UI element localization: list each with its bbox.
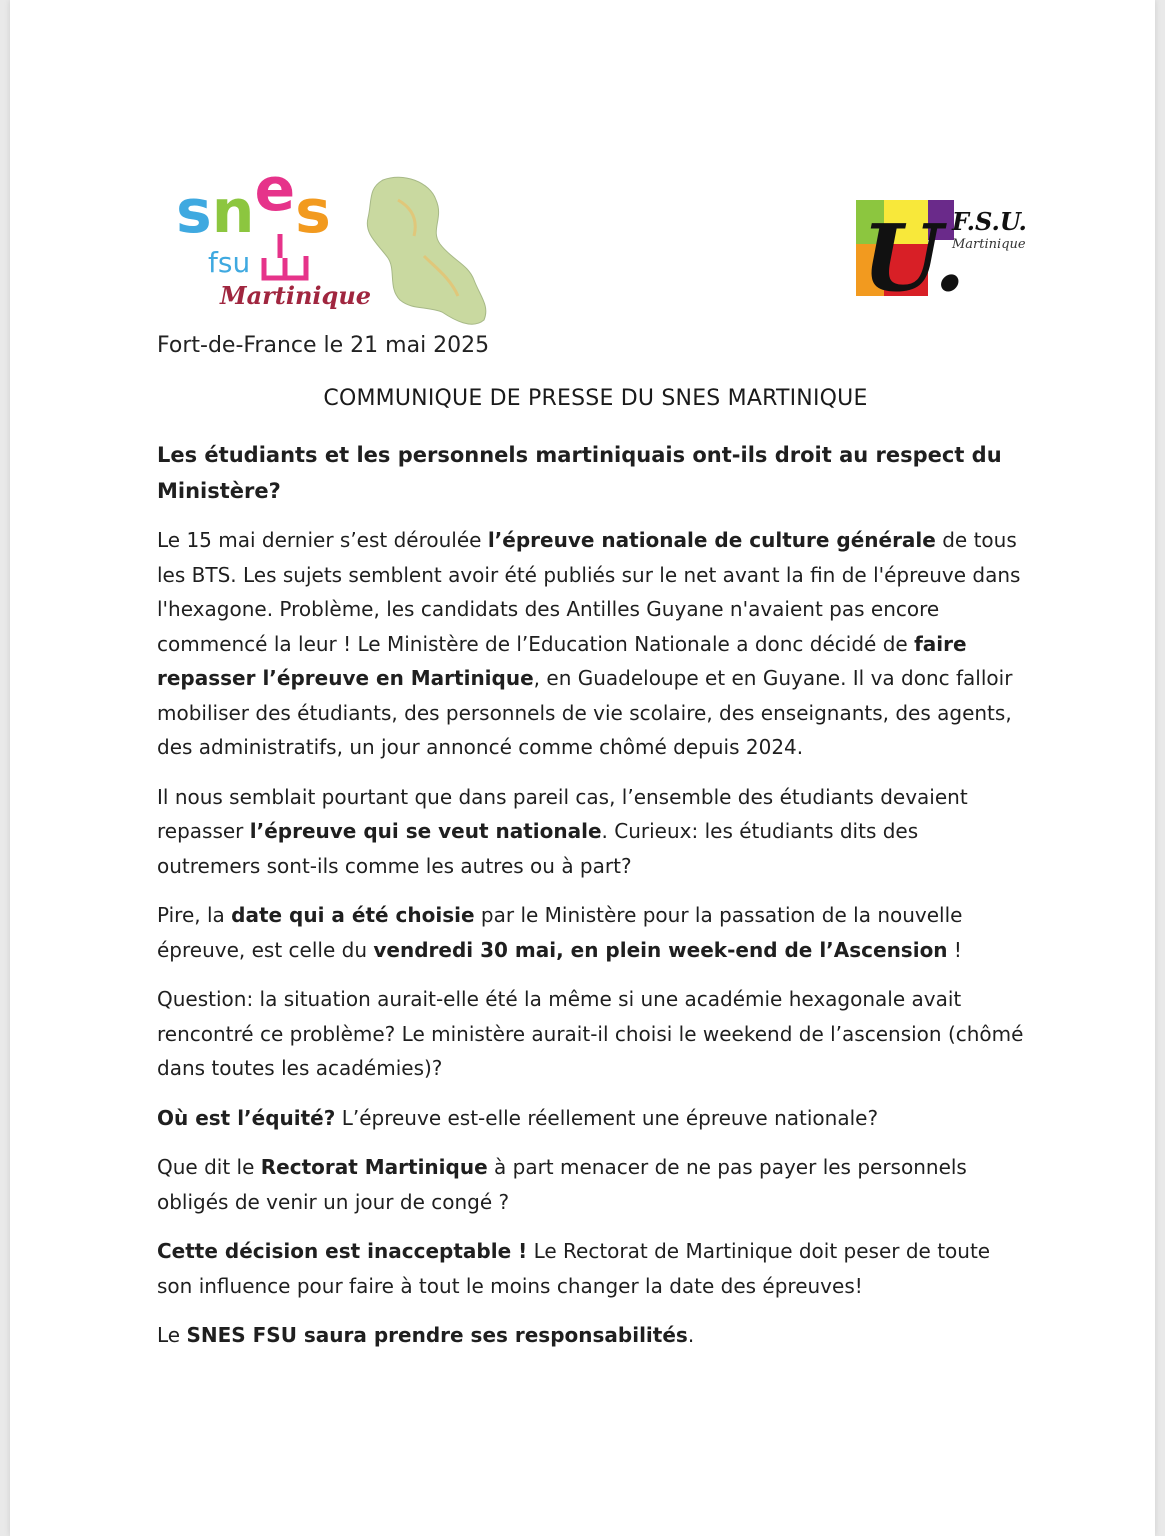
- snes-wordmark: [176, 160, 331, 247]
- snes-fsu-martinique-logo: [168, 160, 498, 330]
- paragraph-4: Question: la situation aurait-elle été la même si une académie hexagonale avait rencontré ce problème? Le ministère aurait-il choisi le weekend de l’ascension (chômé dans toutes les académies)?: [157, 987, 1024, 1080]
- logo-martinique-label: Martinique: [220, 281, 372, 310]
- logo-fsu-label: fsu: [208, 246, 251, 279]
- paragraph-3: [157, 898, 1027, 967]
- snes-letter-e: e: [254, 160, 296, 225]
- press-release-body: [157, 437, 1027, 1368]
- p5-bold-a: Où est l’équité?: [157, 1105, 336, 1130]
- fsu-region: Martinique: [952, 237, 1026, 252]
- fsu-martinique-logo: [848, 192, 1048, 304]
- p8-bold-a: SNES FSU saura prendre ses responsabilités: [186, 1323, 688, 1347]
- document-page: [10, 0, 1155, 1536]
- p6-text-b: à part menacer de ne pas payer les personnels obligés de venir un jour de congé ?: [157, 1155, 967, 1214]
- snes-letter-s2: s: [295, 177, 331, 247]
- p5-text-a: L’épreuve est-elle réellement une épreuve nationale?: [335, 1105, 879, 1130]
- p2-text-a: Il nous semblait pourtant que dans pareil cas, l’ensemble des étudiants devaient repasser: [157, 784, 968, 843]
- snes-letter-n: n: [211, 177, 255, 247]
- p2-text-b: . Curieux: les étudiants dits des outremers sont-ils comme les autres ou à part?: [157, 819, 919, 878]
- p1-bold-b: faire repasser l’épreuve en Martinique: [157, 631, 967, 690]
- p3-text-b: par le Ministère pour la passation de la nouvelle épreuve, est celle du: [157, 903, 963, 962]
- p7-text-a: Le Rectorat de Martinique doit peser de toute son influence pour faire à tout le moins changer la date des épreuves!: [157, 1239, 991, 1298]
- paragraph-6: [157, 1150, 1027, 1219]
- p8-text-b: .: [687, 1323, 695, 1347]
- p2-bold-a: l’épreuve qui se veut nationale: [249, 819, 602, 843]
- paragraph-7: [157, 1234, 1027, 1303]
- fsu-letter-u: U.: [862, 204, 966, 304]
- paragraph-1: [157, 523, 1027, 765]
- paragraph-2: [157, 780, 1027, 884]
- p6-text-a: Que dit le: [157, 1155, 261, 1179]
- p1-text-b: de tous les BTS. Les sujets semblent avoir été publiés sur le net avant la fin de l'épreuve dans l'hexagone. Problème, les candidats des Antilles Guyane n'avaient pas encore commencé la leur ! Le Ministère de l’Education Nationale a donc décidé de: [157, 528, 1021, 656]
- press-release-title: COMMUNIQUE DE PRESSE DU SNES MARTINIQUE: [323, 386, 868, 411]
- subtitle-question: Les étudiants et les personnels martiniquais ont-ils droit au respect du Ministère?: [157, 443, 1002, 503]
- p3-bold-b: vendredi 30 mai, en plein week-end de l’Ascension: [373, 937, 948, 962]
- p1-bold-a: l’épreuve nationale de culture générale: [487, 528, 936, 552]
- fsu-name: F.S.U.: [952, 207, 1027, 236]
- date-line: Fort-de-France le 21 mai 2025: [157, 333, 490, 358]
- p1-text-a: Le 15 mai dernier s’est déroulée: [157, 528, 488, 552]
- p3-text-a: Pire, la: [157, 903, 232, 927]
- p6-bold-a: Rectorat Martinique: [260, 1155, 488, 1179]
- p7-bold-a: Cette décision est inacceptable !: [157, 1239, 528, 1263]
- p1-text-c: , en Guadeloupe et en Guyane. Il va donc falloir mobiliser des étudiants, des personnels de vie scolaire, des enseignants, des agents, des administratifs, un jour annoncé comme chômé depuis 2024.: [157, 666, 1013, 759]
- p3-text-c: !: [947, 937, 962, 962]
- p3-bold-a: date qui a été choisie: [231, 903, 475, 927]
- snes-letter-s: s: [176, 177, 212, 247]
- martinique-map-shape: [367, 177, 486, 324]
- paragraph-8: [157, 1318, 1027, 1353]
- p8-text-a: Le: [157, 1323, 187, 1347]
- paragraph-5: [157, 1101, 1027, 1136]
